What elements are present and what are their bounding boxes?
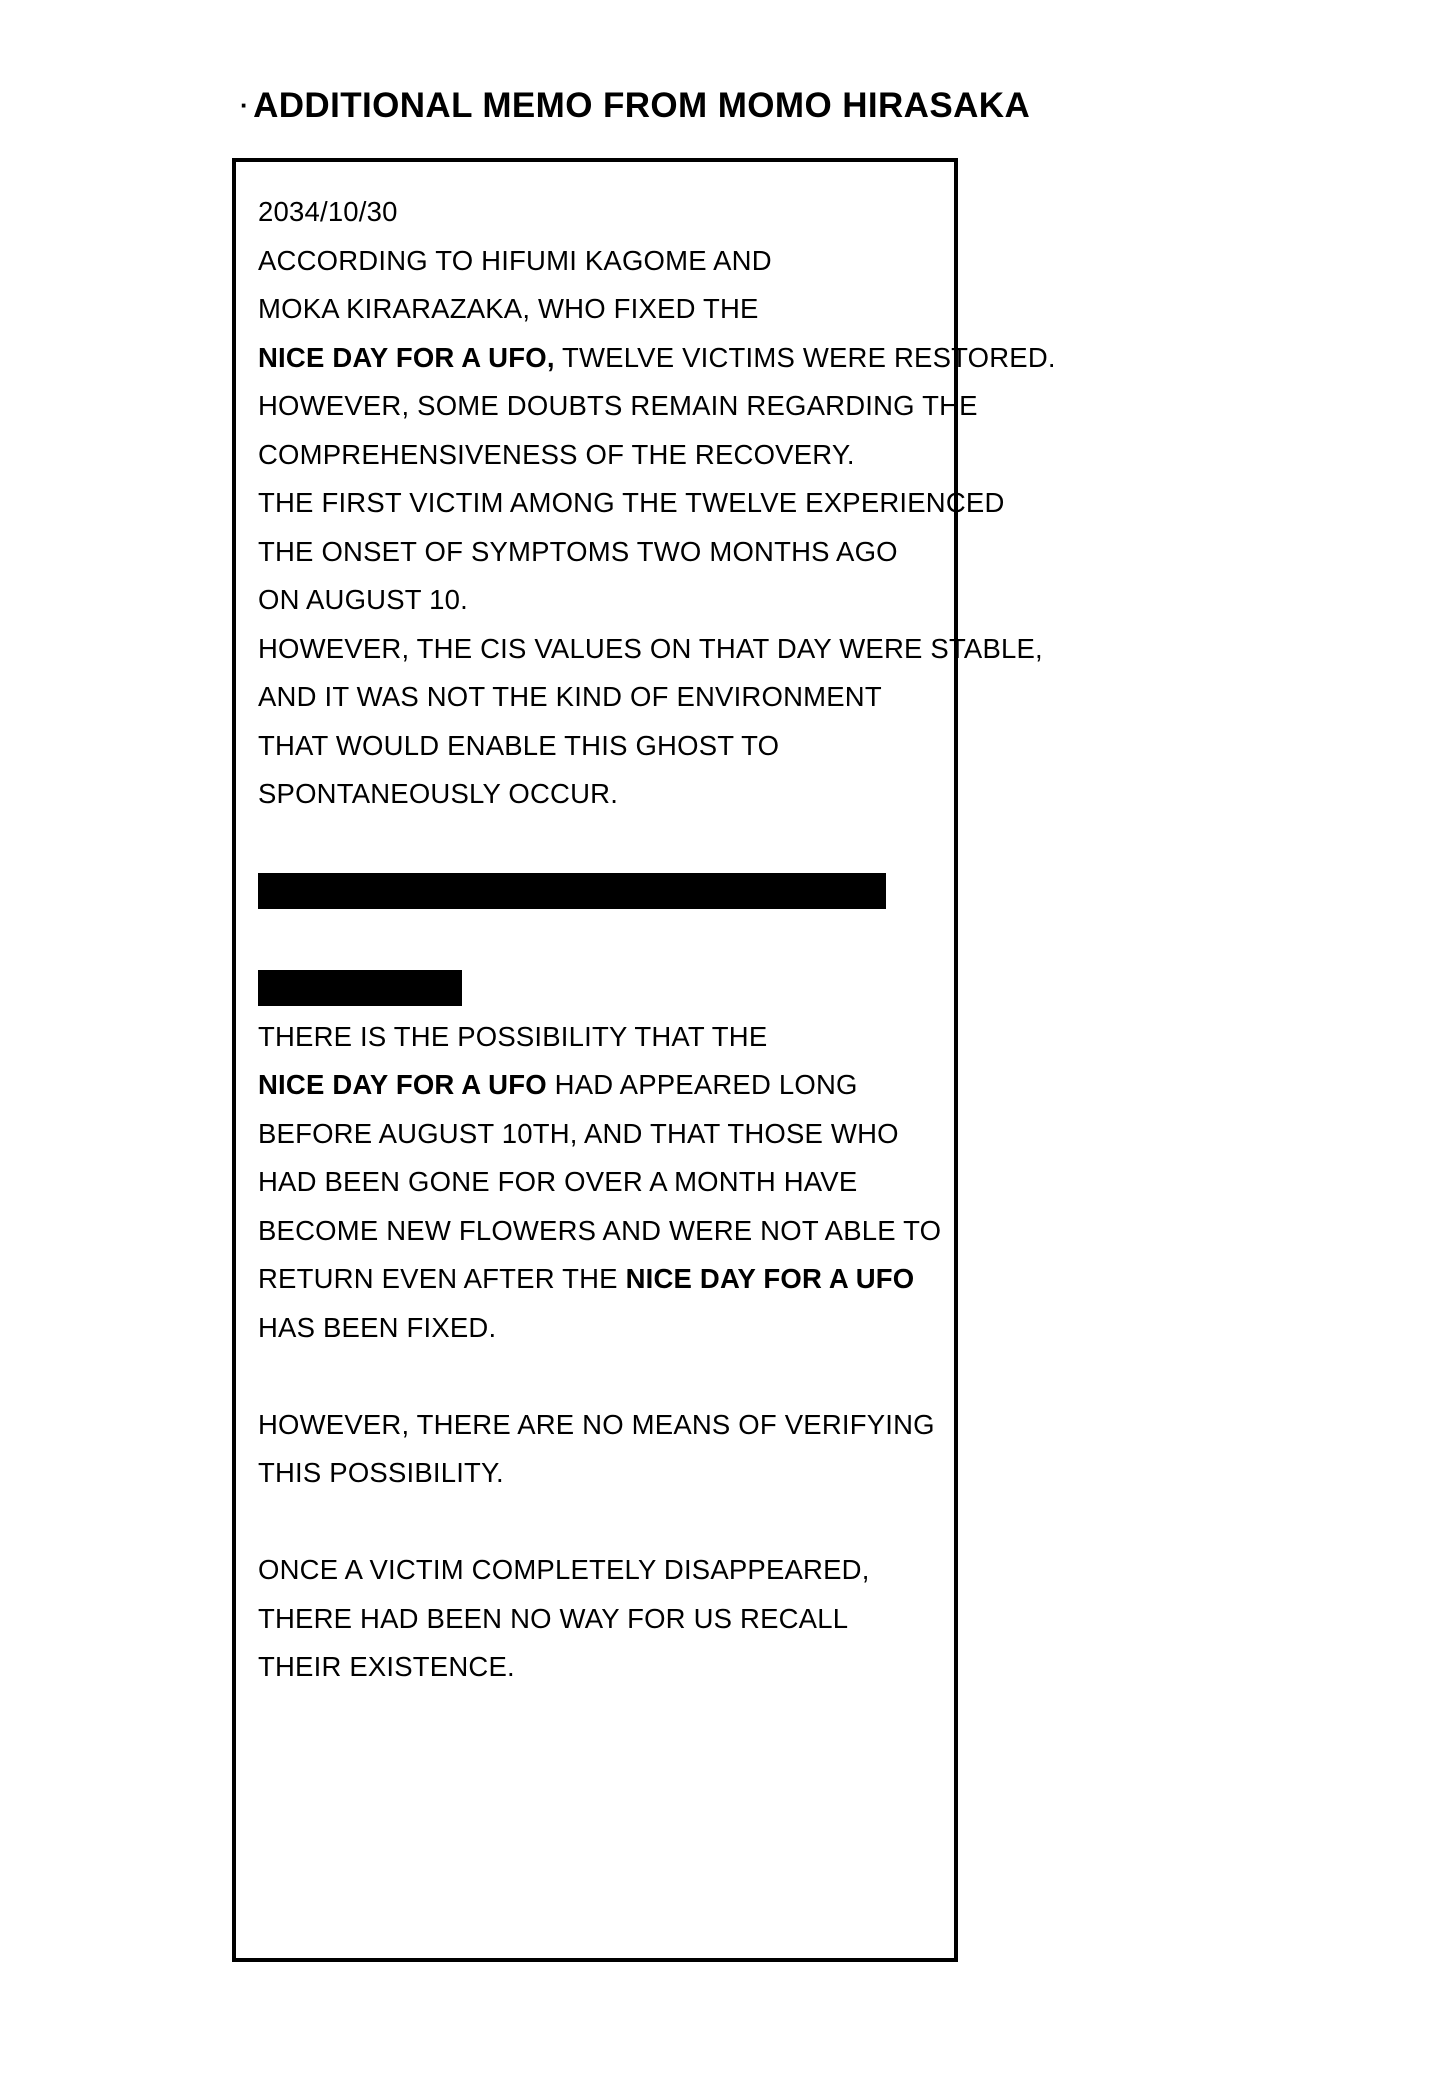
memo-line [258,1546,954,1595]
memo-line [258,1255,954,1304]
memo-text: ONCE A VICTIM COMPLETELY DISAPPEARED, [258,1554,870,1585]
memo-text: THE ONSET OF SYMPTOMS TWO MONTHS AGO [258,535,898,567]
memo-text: THEIR EXISTENCE. [258,1651,515,1682]
memo-line [258,1110,954,1159]
memo-line [258,431,954,480]
memo-line [258,673,954,722]
memo-text: THAT WOULD ENABLE THIS GHOST TO [258,729,780,761]
memo-text: SPONTANEOUSLY OCCUR. [258,778,619,809]
memo-line [258,576,954,625]
memo-line [258,1061,954,1110]
memo-text: ON AUGUST 10. [258,584,468,615]
memo-line [258,1643,954,1692]
memo-line [258,188,954,237]
redaction-row [258,964,954,1013]
memo-text: HAD APPEARED LONG [546,1069,858,1100]
memo-text: RETURN EVEN AFTER THE [258,1263,626,1294]
memo-text: 2034/10/30 [258,196,398,227]
memo-line [258,528,954,577]
memo-emphasis-text: NICE DAY FOR A UFO, [258,341,555,373]
memo-line [258,1595,954,1644]
redacted-text-bar [258,873,886,909]
bullet-icon: · [240,90,250,120]
memo-line [258,285,954,334]
redacted-text-bar [258,970,462,1006]
memo-blank-line [258,1352,954,1401]
memo-line [258,334,1056,383]
memo-text: HOWEVER, SOME DOUBTS REMAIN REGARDING THE [258,390,978,421]
memo-blank-line [258,1498,954,1547]
memo-line [258,237,954,286]
memo-line [258,1401,954,1450]
memo-text: COMPREHENSIVENESS OF THE RECOVERY. [258,438,855,470]
memo-text: HOWEVER, THE CIS VALUES ON THAT DAY WERE STABLE, [258,632,1043,664]
memo-text: HAD BEEN GONE FOR OVER A MONTH HAVE [258,1166,858,1197]
memo-body [258,188,1056,1692]
page-title-text: ADDITIONAL MEMO FROM MOMO HIRASAKA [253,86,1031,125]
memo-text: HOWEVER, THERE ARE NO MEANS OF VERIFYING [258,1408,935,1440]
memo-text: MOKA KIRARAZAKA, WHO FIXED THE [258,293,759,324]
memo-line [258,382,978,431]
page-title [240,86,1030,126]
memo-text: TWELVE VICTIMS WERE RESTORED. [554,341,1056,373]
memo-line [258,479,1005,528]
memo-line [258,770,954,819]
redaction-row [258,867,954,916]
memo-blank-line [258,819,954,868]
memo-line [258,1207,954,1256]
memo-line [258,722,954,771]
memo-line [258,1304,954,1353]
memo-text: THIS POSSIBILITY. [258,1457,504,1488]
memo-emphasis-text: NICE DAY FOR A UFO [625,1263,915,1294]
memo-text: THERE IS THE POSSIBILITY THAT THE [258,1020,768,1052]
memo-line [258,1158,954,1207]
memo-line [258,1013,954,1062]
memo-text: ACCORDING TO HIFUMI KAGOME AND [258,244,772,276]
memo-emphasis-text: NICE DAY FOR A UFO [258,1069,547,1100]
memo-text: AND IT WAS NOT THE KIND OF ENVIRONMENT [258,681,882,712]
memo-box [232,158,1056,1962]
memo-blank-line [258,916,954,965]
memo-text: BEFORE AUGUST 10TH, AND THAT THOSE WHO [258,1117,899,1149]
memo-text: THERE HAD BEEN NO WAY FOR US RECALL [258,1602,849,1634]
memo-text: BECOME NEW FLOWERS AND WERE NOT ABLE TO [258,1214,942,1246]
memo-text: THE FIRST VICTIM AMONG THE TWELVE EXPERIENCED [258,487,1005,518]
memo-line [258,1449,954,1498]
memo-text: HAS BEEN FIXED. [258,1311,497,1343]
memo-line [258,625,1043,674]
